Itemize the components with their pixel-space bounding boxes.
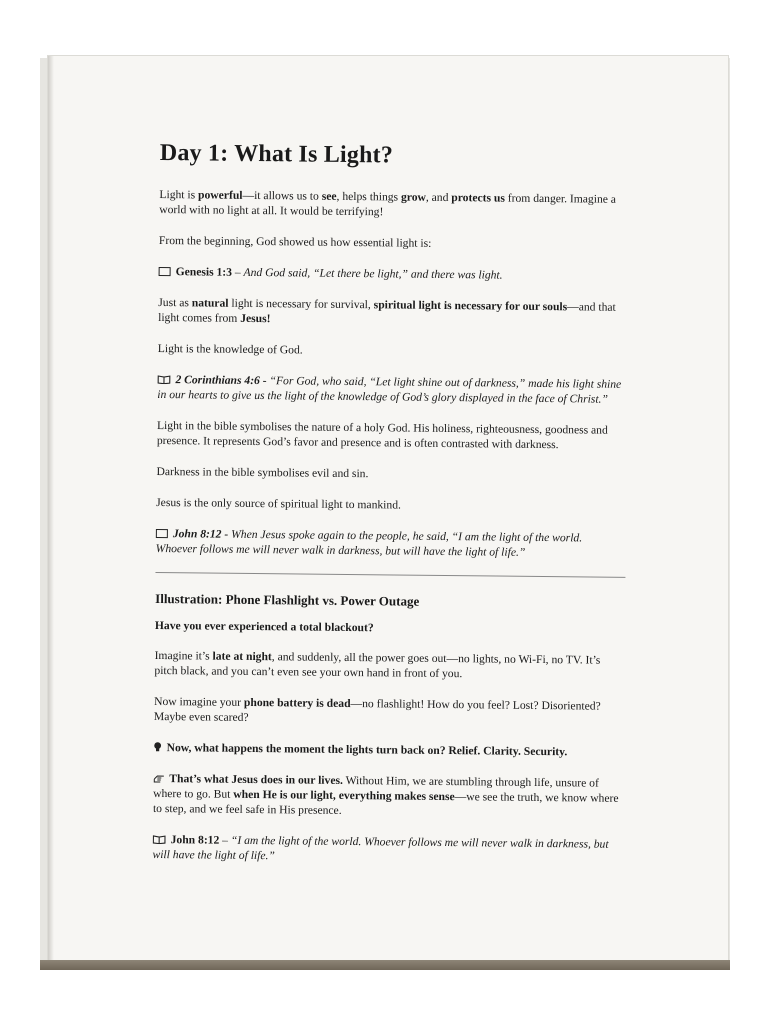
intro-paragraph bbox=[159, 187, 629, 222]
bold-text: protects us bbox=[451, 191, 505, 205]
bold-text: phone battery is dead bbox=[243, 695, 351, 711]
text: , and suddenly, all the power goes out—no lights, no Wi-Fi, no TV. It’s pitch black, and you can’t even see your own hand in front of you. bbox=[154, 650, 601, 681]
bold-text: see bbox=[321, 189, 337, 203]
bible-light-paragraph: Light in the bible symbolises the nature of a holy God. His holiness, righteousness, goodness and presence. It represents God’s favor and presence and is often contrasted with darkness. bbox=[156, 418, 608, 452]
bold-text: Jesus! bbox=[240, 311, 271, 326]
bold-text: powerful bbox=[198, 188, 243, 202]
open-book-icon bbox=[153, 835, 166, 844]
john-verse-2 bbox=[152, 832, 622, 867]
table-edge bbox=[40, 960, 730, 970]
jesus-source-paragraph: Jesus is the only source of spiritual light to mankind. bbox=[156, 495, 401, 512]
text: , and bbox=[425, 190, 452, 205]
verse-reference: John 8:12 - bbox=[172, 527, 229, 541]
text: – bbox=[231, 265, 244, 279]
text: Without Him, we are stumbling through life, unsure of where to go. But bbox=[153, 773, 599, 801]
illustration-heading: Illustration: Phone Flashlight vs. Power Outage bbox=[155, 590, 420, 609]
text: —it allows us to bbox=[242, 188, 322, 203]
verse-reference: Genesis 1:3 bbox=[175, 265, 233, 279]
bold-text: Now, what happens the moment the lights turn back on? Relief. Clarity. Security. bbox=[166, 741, 568, 759]
text: Imagine it’s bbox=[154, 648, 213, 663]
verse-text: “I am the light of the world. Whoever follows me will never walk in darkness, but will have the light of life.” bbox=[152, 833, 609, 863]
bold-text: spiritual light is necessary for our souls bbox=[373, 298, 568, 314]
darkness-paragraph: Darkness in the bible symbolises evil and sin. bbox=[156, 464, 369, 481]
bold-text: when He is our light, everything makes sense bbox=[233, 787, 455, 804]
verse-text: “For God, who said, “Let light shine out of darkness,” made his light shine in our hearts to give us the light of the knowledge of God’s glory displayed in the face of Christ.” bbox=[157, 374, 622, 406]
bold-text: late at night bbox=[212, 649, 272, 664]
open-book-icon bbox=[157, 375, 170, 384]
paper-edge bbox=[48, 56, 54, 960]
pointing-hand-icon bbox=[153, 773, 165, 783]
text: Now imagine your bbox=[154, 694, 245, 709]
page-title: Day 1: What Is Light? bbox=[159, 140, 394, 169]
corinthians-verse bbox=[157, 372, 627, 407]
natural-light-paragraph bbox=[158, 295, 628, 330]
blackout-question: Have you ever experienced a total blackout? bbox=[154, 618, 374, 635]
text: light is necessary for survival, bbox=[228, 296, 374, 312]
bold-text: natural bbox=[191, 296, 229, 310]
verse-text: And God said, “Let there be light,” and there was light. bbox=[243, 265, 503, 282]
jesus-lives-paragraph bbox=[153, 771, 623, 821]
battery-paragraph bbox=[154, 694, 624, 729]
late-night-paragraph bbox=[154, 648, 624, 683]
text: —no flashlight! How do you feel? Lost? Disoriented? Maybe even scared? bbox=[153, 697, 601, 724]
text: , helps things bbox=[336, 189, 402, 204]
lightbulb-icon bbox=[154, 742, 162, 752]
document-content bbox=[152, 140, 630, 883]
text: Light is bbox=[159, 187, 199, 202]
genesis-verse bbox=[159, 264, 629, 284]
text: – bbox=[219, 833, 231, 847]
verse-reference: 2 Corinthians 4:6 - bbox=[175, 373, 267, 388]
text: —we see the truth, we know where to step, and we feel safe in His presence. bbox=[152, 790, 619, 817]
john-verse-1 bbox=[156, 526, 626, 561]
knowledge-paragraph: Light is the knowledge of God. bbox=[157, 341, 303, 357]
bold-text: That’s what Jesus does in our lives. bbox=[169, 772, 343, 787]
text: —and that light comes from bbox=[158, 300, 616, 325]
checkbox-icon bbox=[159, 267, 171, 276]
beginning-paragraph: From the beginning, God showed us how essential light is: bbox=[158, 233, 432, 250]
text: Just as bbox=[158, 295, 192, 310]
verse-reference: John 8:12 bbox=[170, 833, 220, 847]
section-divider bbox=[155, 572, 625, 578]
bold-text: grow bbox=[400, 190, 426, 204]
lights-back-paragraph bbox=[154, 740, 624, 760]
verse-text: When Jesus spoke again to the people, he said, “I am the light of the world. Whoever follows me will never walk in darkness, but will have the light of life.” bbox=[155, 527, 583, 559]
checkbox-icon bbox=[156, 529, 168, 538]
text: from danger. Imagine a world with no light at all. It would be terrifying! bbox=[159, 191, 617, 219]
